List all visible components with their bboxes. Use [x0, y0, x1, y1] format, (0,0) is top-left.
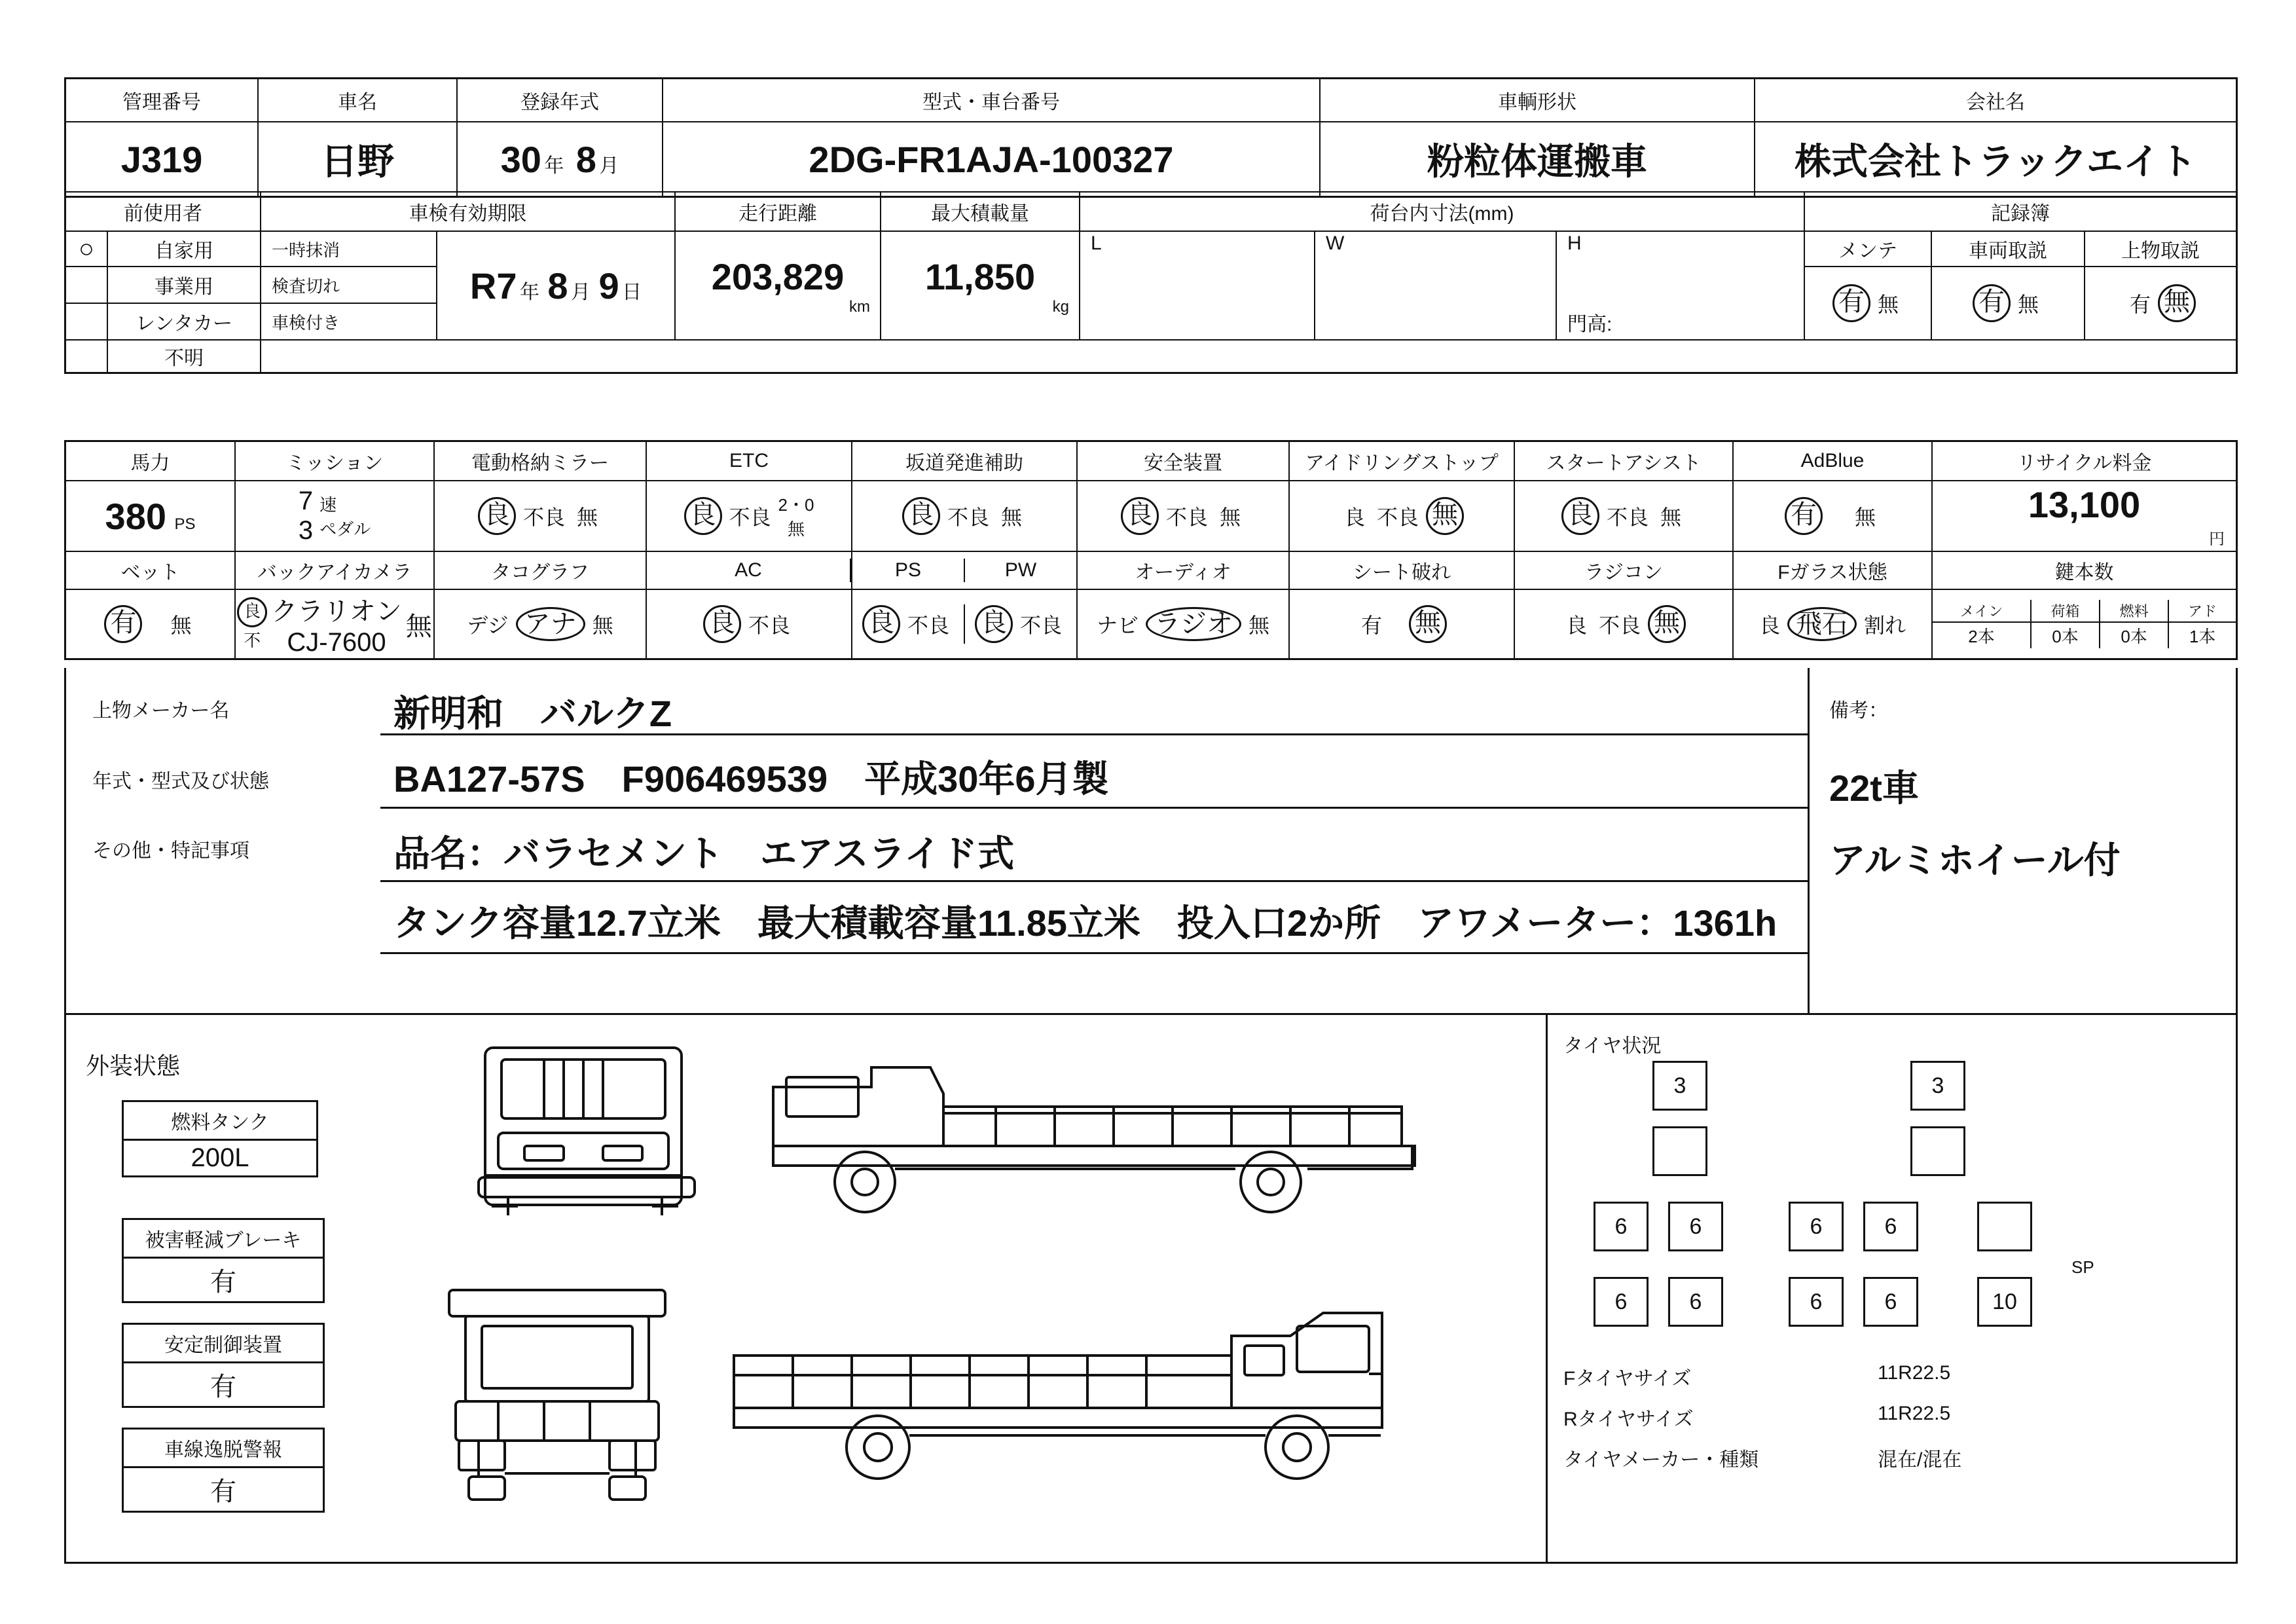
cell-etc	[646, 481, 852, 551]
label-jigyou: 事業用	[107, 267, 261, 303]
opt-idling-none[interactable]: 無	[1426, 497, 1464, 535]
col-header-ac: AC	[647, 559, 850, 582]
cell-mission	[235, 481, 434, 551]
col-header-start-assist: スタートアシスト	[1514, 441, 1733, 481]
col-header-fglass: Fガラス状態	[1733, 551, 1932, 589]
label-monkou: 門高:	[1567, 314, 1613, 335]
tyre-row-rear-1	[1594, 1202, 2032, 1251]
key-header-main: メイン	[1933, 600, 2031, 622]
exterior-label-stability: 安定制御装置	[122, 1323, 325, 1361]
label-biko: 備考：	[1829, 700, 1888, 722]
value-backeye-model: CJ-7600	[287, 628, 386, 657]
unit-hi: 日	[622, 281, 642, 303]
label-jikayou: 自家用	[107, 231, 261, 267]
opt-fglass-good[interactable]: 良	[1758, 614, 1780, 637]
label-gaisou-jotai: 外装状態	[86, 1052, 181, 1079]
unit-bariki: PS	[174, 515, 196, 533]
field-uwamono-maker	[380, 681, 1808, 735]
opt-anzen-bad[interactable]: 不良	[1165, 506, 1208, 529]
value-r-tyre-size: 11R22.5	[1878, 1403, 1951, 1424]
value-biko-1: 22t車	[1829, 767, 1919, 809]
col-header-keijo: 車輌形状	[1320, 79, 1755, 122]
truck-front-view-icon	[446, 1035, 727, 1251]
tyre-cell[interactable]	[1910, 1126, 1965, 1176]
tyre-cell[interactable]: 6	[1863, 1202, 1918, 1251]
value-toroku-nenshiki	[457, 122, 663, 197]
cell-nidai-L	[1080, 231, 1315, 340]
col-header-sharyo-setsu: 車両取説	[1931, 231, 2085, 267]
col-header-backeye: バックアイカメラ	[235, 551, 434, 589]
col-header-kirokubo: 記録簿	[1804, 192, 2237, 231]
col-header-mission: ミッション	[235, 441, 434, 481]
tyre-info-row	[1563, 1362, 2218, 1391]
opt-radicon-bad[interactable]: 不良	[1599, 614, 1641, 637]
opt-mirror-bad[interactable]: 不良	[522, 506, 565, 529]
opt-sakamichi-bad[interactable]: 不良	[947, 506, 989, 529]
label-fumei: 不明	[107, 340, 261, 373]
cell-idling	[1289, 481, 1514, 551]
tyre-section	[1546, 1015, 2242, 1564]
cell-recycle	[1932, 481, 2237, 551]
cell-audio	[1077, 589, 1289, 659]
opt-ps-good[interactable]: 良	[862, 605, 900, 643]
cell-fglass	[1733, 589, 1932, 659]
key-value-nenryo: 0本	[2100, 622, 2168, 648]
col-header-radicon: ラジコン	[1514, 551, 1733, 589]
key-header-nenryo: 燃料	[2100, 600, 2168, 622]
col-header-seat: シート破れ	[1289, 551, 1514, 589]
second-info-block	[64, 191, 2238, 374]
cell-start-assist	[1514, 481, 1733, 551]
col-header-anzen: 安全装置	[1077, 441, 1289, 481]
opt-audio-none[interactable]: 無	[1248, 614, 1270, 637]
tyre-cell[interactable]: 6	[1668, 1202, 1723, 1251]
col-header-mente: メンテ	[1804, 231, 1931, 267]
unit-mission-speed: 速	[319, 495, 337, 515]
value-recycle: 13,100	[2028, 484, 2141, 525]
label-uwamono-maker: 上物メーカー名	[92, 700, 230, 722]
col-header-bariki: 馬力	[65, 441, 236, 481]
col-header-shamei: 車名	[258, 79, 457, 122]
table-row	[65, 231, 2237, 267]
value-toroku-tsuki: 8	[575, 138, 596, 180]
tyre-cell[interactable]: 6	[1594, 1277, 1649, 1327]
opt-bed-no[interactable]: 無	[170, 614, 192, 637]
opt-sharyo-yes[interactable]: 有	[1973, 284, 2011, 322]
cell-adblue	[1733, 481, 1932, 551]
opt-tacho-digi[interactable]: デジ	[467, 614, 509, 637]
opt-audio-navi[interactable]: ナビ	[1096, 614, 1139, 637]
opt-ac-good[interactable]: 良	[703, 605, 741, 643]
opt-adblue-no[interactable]: 無	[1854, 506, 1876, 529]
col-header-uwamono-setsu: 上物取説	[2085, 231, 2237, 267]
spec-table	[64, 440, 2238, 660]
cell-nidai-H	[1556, 231, 1804, 340]
col-header-katashiki: 型式・車台番号	[663, 79, 1320, 122]
opt-fglass-crack[interactable]: 割れ	[1864, 614, 1906, 637]
mark-rentacar	[65, 303, 108, 340]
table-row	[65, 340, 2237, 373]
table-row	[65, 441, 2237, 481]
field-sonota-1	[380, 807, 1808, 882]
opt-mente-yes[interactable]: 有	[1832, 284, 1870, 322]
label-sonota: その他・特記事項	[92, 840, 249, 862]
shaken-date-cell	[437, 231, 675, 340]
value-sharyo-keijo: 粉粒体運搬車	[1320, 122, 1755, 197]
unit-mission-pedal: ペダル	[319, 519, 371, 539]
exterior-item-lane	[122, 1428, 325, 1513]
opt-backeye-bad[interactable]: 不	[244, 630, 261, 650]
truck-side-view-2-icon	[721, 1297, 1434, 1506]
tyre-cell[interactable]: 6	[1789, 1202, 1844, 1251]
truck-illustrations	[341, 1015, 1546, 1564]
unit-tsuki2: 月	[571, 281, 591, 303]
opt-uwamono-no[interactable]: 無	[2158, 284, 2196, 322]
exterior-label-fuel: 燃料タンク	[122, 1100, 318, 1139]
opt-ac-bad[interactable]: 不良	[748, 614, 790, 637]
col-header-kanri: 管理番号	[65, 79, 259, 122]
unit-nen: 年	[544, 155, 564, 177]
col-header-nidai: 荷台内寸法(mm)	[1080, 192, 1804, 231]
field-nenshiki	[380, 733, 1808, 809]
value-sha-mei: 日野	[258, 122, 457, 197]
value-nenshiki: BA127-57S F906469539 平成30年6月製	[393, 758, 1109, 800]
opt-mente-no[interactable]: 無	[1877, 293, 1899, 316]
truck-side-view-icon	[747, 1048, 1441, 1244]
cell-max-load	[881, 231, 1080, 340]
tyre-row-front-1	[1652, 1061, 1965, 1111]
opt-fglass-chip[interactable]: 飛石	[1787, 607, 1857, 641]
opt-radicon-good[interactable]: 良	[1565, 614, 1587, 637]
col-header-tacho: タコグラフ	[434, 551, 646, 589]
key-header-ad: アド	[2168, 600, 2236, 622]
col-header-bed: ベット	[65, 551, 236, 589]
cell-mente	[1804, 267, 1931, 340]
label-shaken-tsuki: 車検付き	[261, 303, 437, 340]
table-row	[65, 589, 2237, 659]
opt-anzen-good[interactable]: 良	[1121, 497, 1159, 535]
tyre-info-row	[1563, 1403, 2218, 1431]
col-header-toroku: 登録年式	[457, 79, 663, 122]
col-header-sakamichi: 坂道発進補助	[852, 441, 1077, 481]
value-bariki: 380	[105, 495, 166, 537]
col-header-keys: 鍵本数	[1932, 551, 2237, 589]
value-mission-pedal: 3	[298, 516, 314, 545]
unit-distance: km	[849, 297, 870, 316]
opt-sharyo-no[interactable]: 無	[2017, 293, 2039, 316]
table-row	[65, 79, 2237, 122]
col-header-shaken: 車検有効期限	[261, 192, 675, 231]
opt-etc-bad[interactable]: 不良	[729, 506, 771, 529]
value-sonota-line1: 品名：バラセメント エアスライド式	[393, 833, 1015, 874]
label-nidai-H: H	[1567, 232, 1582, 254]
bottom-block	[64, 1015, 2238, 1564]
opt-seat-no[interactable]: 無	[1409, 605, 1447, 643]
value-mission-speed: 7	[298, 487, 314, 515]
value-distance: 203,829	[711, 255, 845, 297]
cell-pw	[964, 604, 1076, 644]
label-tyre-maker: タイヤメーカー・種類	[1563, 1449, 1759, 1471]
cell-sharyo-setsu	[1931, 267, 2085, 340]
col-header-ac-ps	[646, 551, 852, 589]
label-nidai-L: L	[1091, 232, 1102, 254]
tyre-cell[interactable]: 6	[1594, 1202, 1649, 1251]
col-header-etc: ETC	[646, 441, 852, 481]
opt-etc-none[interactable]: 無	[788, 519, 805, 539]
unit-max-load: kg	[1052, 297, 1069, 316]
tyre-cell[interactable]	[1652, 1126, 1707, 1176]
opt-sakamichi-good[interactable]: 良	[902, 497, 940, 535]
unit-recycle: 円	[2209, 530, 2225, 548]
key-value-ad: 1本	[2189, 627, 2216, 646]
value-sonota-line2: タンク容量12.7立米 最大積載容量11.85立米 投入口2か所 アワメーター：1361h	[393, 902, 1777, 944]
exterior-item-fuel	[122, 1100, 318, 1177]
value-shaken-day: 9	[598, 265, 619, 306]
label-rentacar: レンタカー	[107, 303, 261, 340]
field-sonota-2	[380, 880, 1808, 954]
col-header-adblue: AdBlue	[1733, 441, 1932, 481]
truck-rear-view-icon	[420, 1277, 701, 1513]
cell-ps-pw	[852, 589, 1077, 659]
tyre-row-rear-2	[1594, 1277, 2032, 1327]
col-header-audio: オーディオ	[1077, 551, 1289, 589]
cell-ps	[852, 604, 964, 644]
cell-backeye	[235, 589, 434, 659]
table-row	[65, 122, 2237, 197]
value-toroku-nen: 30	[500, 138, 541, 180]
exterior-column	[66, 1015, 341, 1564]
opt-backeye-good[interactable]: 良	[237, 597, 267, 627]
exterior-value-stability: 有	[122, 1361, 325, 1408]
label-tyre-sp: SP	[2071, 1257, 2094, 1277]
opt-ps-bad[interactable]: 不良	[907, 614, 949, 637]
opt-etc-good[interactable]: 良	[684, 497, 722, 535]
cell-bariki	[65, 481, 236, 551]
exterior-value-lane: 有	[122, 1466, 325, 1513]
exterior-value-brake: 有	[122, 1257, 325, 1303]
top-info-table	[64, 77, 2238, 198]
tyre-cell[interactable]: 6	[1863, 1277, 1918, 1327]
exterior-value-fuel: 200L	[122, 1139, 318, 1177]
opt-anzen-none[interactable]: 無	[1220, 506, 1241, 529]
value-shaken-month: 8	[547, 265, 568, 306]
opt-etc-20[interactable]: 2・0	[778, 495, 814, 515]
value-tyre-maker: 混在/混在	[1878, 1449, 1962, 1471]
opt-bed-yes[interactable]: 有	[104, 605, 142, 643]
tyre-cell[interactable]: 3	[1652, 1061, 1707, 1111]
body-remarks-block	[64, 668, 2238, 1015]
spec-block	[64, 440, 2238, 660]
col-header-kaisha: 会社名	[1755, 79, 2237, 122]
opt-sakamichi-none[interactable]: 無	[1001, 506, 1023, 529]
label-kensa-gire: 検査切れ	[261, 267, 437, 303]
table-row	[65, 192, 2237, 231]
cell-keys	[1932, 589, 2237, 659]
value-uwamono-maker: 新明和 バルクZ	[393, 693, 672, 734]
cell-mirror	[434, 481, 646, 551]
col-header-mirror: 電動格納ミラー	[434, 441, 646, 481]
key-value-nibako: 0本	[2031, 622, 2100, 648]
col-header-ps: PS	[852, 559, 964, 582]
mark-jikayou: ○	[65, 231, 108, 267]
mark-jigyou	[65, 267, 108, 303]
value-kanri-bango: J319	[65, 122, 259, 197]
col-header-idling: アイドリングストップ	[1289, 441, 1514, 481]
tyre-info-row	[1563, 1443, 2218, 1472]
cell-tacho	[434, 589, 646, 659]
value-biko-2: アルミホイール付	[1829, 840, 2121, 881]
tyre-cell-sp[interactable]: 10	[1977, 1277, 2032, 1327]
opt-tacho-ana[interactable]: アナ	[516, 607, 585, 641]
exterior-label-brake: 被害軽減ブレーキ	[122, 1218, 325, 1257]
opt-tacho-none[interactable]: 無	[592, 614, 613, 637]
opt-idling-bad[interactable]: 不良	[1377, 506, 1419, 529]
table-row	[65, 551, 2237, 589]
col-header-zenshiyousha: 前使用者	[65, 192, 261, 231]
opt-seat-yes[interactable]: 有	[1360, 614, 1382, 637]
second-info-table	[64, 191, 2238, 374]
opt-uwamono-yes[interactable]: 有	[2129, 293, 2151, 316]
col-header-saidai: 最大積載量	[881, 192, 1080, 231]
tyre-cell-sp-empty[interactable]	[1977, 1202, 2032, 1251]
cell-distance	[675, 231, 881, 340]
value-kaisha-mei: 株式会社トラックエイト	[1755, 122, 2237, 197]
unit-nen2: 年	[519, 281, 539, 303]
key-header-nibako: 荷箱	[2031, 600, 2100, 622]
opt-backeye-none[interactable]: 無	[405, 612, 432, 641]
opt-radicon-none[interactable]: 無	[1648, 605, 1686, 643]
opt-start-none[interactable]: 無	[1660, 506, 1682, 529]
value-backeye-maker: クラリオン	[271, 597, 402, 626]
table-row	[65, 481, 2237, 551]
cell-ac	[646, 589, 852, 659]
cell-nidai-W	[1315, 231, 1556, 340]
tyre-info-list	[1563, 1362, 2218, 1472]
top-info-block	[64, 77, 2238, 198]
label-r-tyre-size: Rタイヤサイズ	[1563, 1409, 1694, 1430]
cell-seat	[1289, 589, 1514, 659]
tyre-cell[interactable]: 6	[1668, 1277, 1723, 1327]
biko-box	[1808, 668, 2242, 1015]
opt-start-good[interactable]: 良	[1561, 497, 1599, 535]
opt-pw-bad[interactable]: 不良	[1019, 614, 1062, 637]
label-nidai-W: W	[1326, 232, 1345, 254]
value-max-load: 11,850	[924, 255, 1036, 297]
cell-anzen	[1077, 481, 1289, 551]
tyre-row-front-2	[1652, 1126, 1965, 1176]
tyre-cell[interactable]: 3	[1910, 1061, 1965, 1111]
tyre-cell[interactable]: 6	[1789, 1277, 1844, 1327]
col-header-ps-pw	[852, 551, 1077, 589]
opt-idling-good[interactable]: 良	[1343, 506, 1365, 529]
col-header-soko: 走行距離	[675, 192, 881, 231]
label-tyre-jokyo: タイヤ状況	[1563, 1035, 1662, 1057]
label-f-tyre-size: Fタイヤサイズ	[1563, 1368, 1692, 1390]
value-shaken-era: R7	[469, 265, 517, 306]
key-value-main: 2本	[1933, 622, 2031, 648]
value-katashiki-shadai: 2DG-FR1AJA-100327	[663, 122, 1320, 197]
value-f-tyre-size: 11R22.5	[1878, 1362, 1951, 1384]
unit-tsuki: 月	[599, 155, 619, 177]
exterior-item-brake	[122, 1218, 325, 1303]
opt-start-bad[interactable]: 不良	[1606, 506, 1649, 529]
label-nenshiki: 年式・型式及び状態	[92, 771, 269, 792]
col-header-recycle: リサイクル料金	[1932, 441, 2237, 481]
col-header-pw: PW	[1004, 559, 1037, 581]
cell-sakamichi	[852, 481, 1077, 551]
opt-mirror-none[interactable]: 無	[577, 506, 598, 529]
opt-adblue-yes[interactable]: 有	[1785, 497, 1823, 535]
opt-audio-radio[interactable]: ラジオ	[1146, 607, 1241, 641]
exterior-label-lane: 車線逸脱警報	[122, 1428, 325, 1466]
cell-uwamono-setsu	[2085, 267, 2237, 340]
opt-mirror-good[interactable]: 良	[478, 497, 516, 535]
label-ichiji-masshou: 一時抹消	[261, 231, 437, 267]
cell-radicon	[1514, 589, 1733, 659]
opt-pw-good[interactable]: 良	[975, 605, 1013, 643]
mark-fumei	[65, 340, 108, 373]
cell-bed	[65, 589, 236, 659]
exterior-item-stability	[122, 1323, 325, 1408]
